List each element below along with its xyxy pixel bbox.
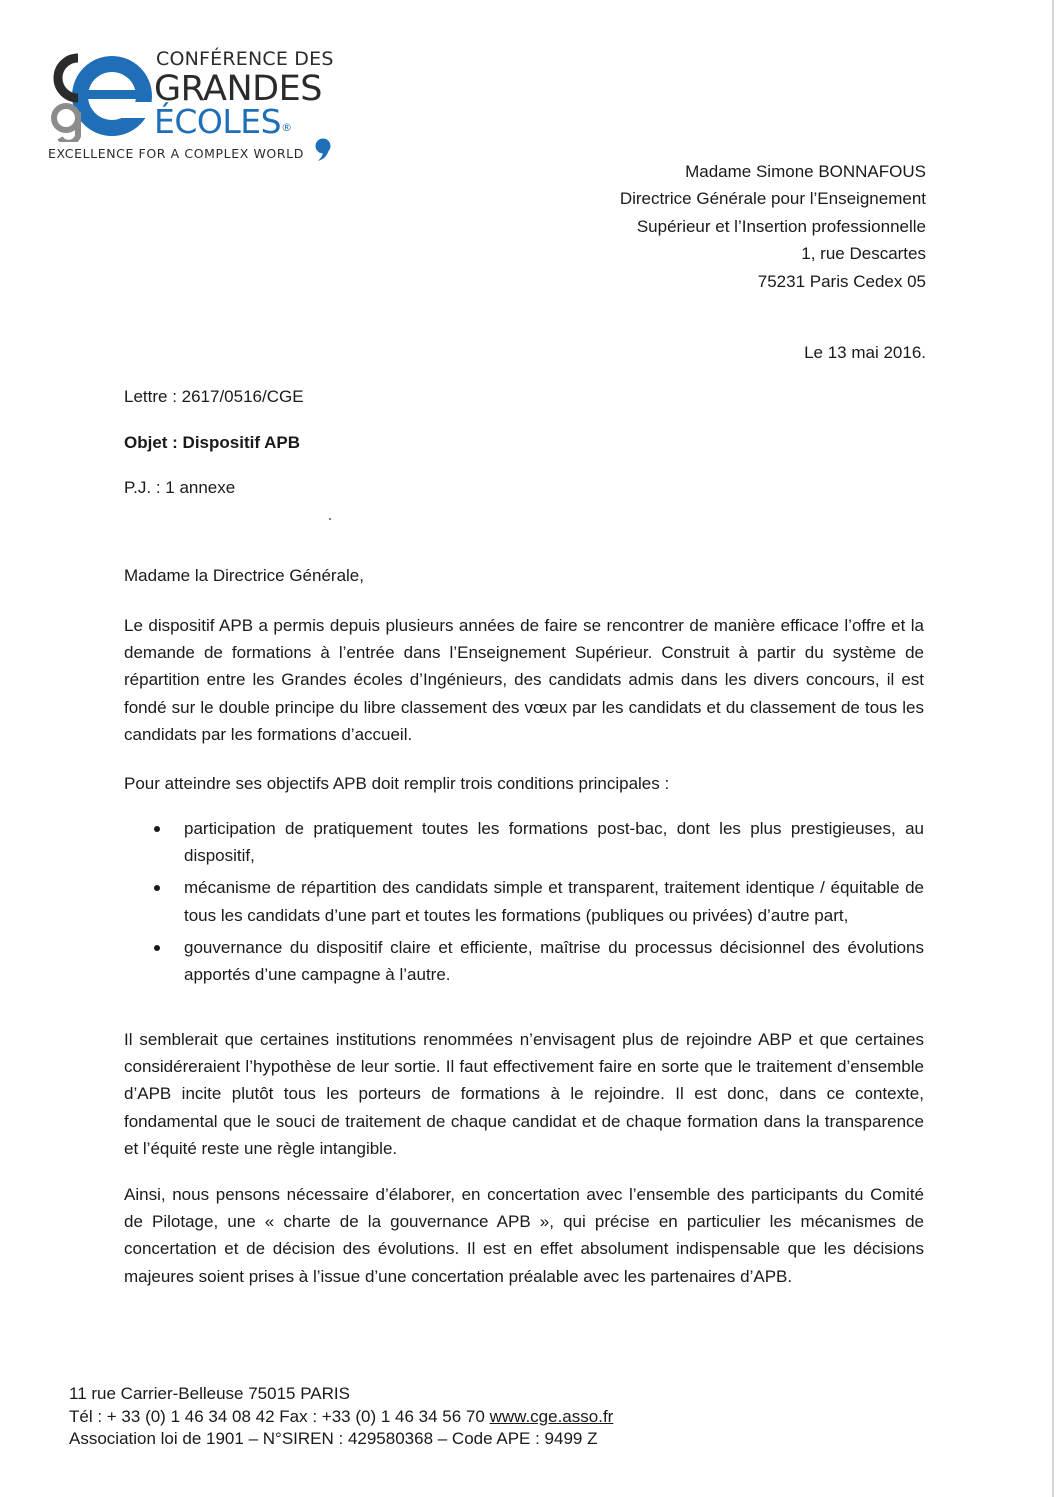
recipient-street: 1, rue Descartes <box>801 244 926 264</box>
recipient-title-line2: Supérieur et l’Insertion professionnelle <box>636 216 926 236</box>
footer-phone-fax: Tél : + 33 (0) 1 46 34 08 42 Fax : +33 (0) 1 46 34 56 70 <box>69 1406 490 1426</box>
paragraph-3: Il semblerait que certaines institutions renommées n’envisagent plus de rejoindre ABP et que certaines considéreraient l’hypothèse de leur sortie. Il faut effectivement faire en sorte que le traitement d’ensemble d’APB incite plutôt tous les porteurs de formations à le rejoindre. Il est donc, dans ce contexte, fondamental que le souci de traitement de chaque candidat et de chaque formation dans la transparence et l’équité reste une règle intangible. <box>124 1030 924 1158</box>
list-item <box>124 874 924 928</box>
bullet-icon <box>154 945 160 951</box>
list-item-text: participation de pratiquement toutes les formations post-bac, dont les plus prestigieuses, au dispositif, <box>184 819 924 866</box>
letter-attachments: P.J. : 1 annexe <box>124 478 236 497</box>
logo-text-line1: CONFÉRENCE DES <box>156 48 334 70</box>
registered-mark: ® <box>281 121 292 134</box>
bullet-icon <box>154 885 160 891</box>
letter-date: Le 13 mai 2016. <box>804 343 926 362</box>
cge-logo <box>48 40 348 170</box>
salutation: Madame la Directrice Générale, <box>124 566 364 585</box>
recipient-title-line1: Directrice Générale pour l’Enseignement <box>619 189 926 209</box>
recipient-name: Madame Simone BONNAFOUS <box>685 162 926 181</box>
footer-legal: Association loi de 1901 – N°SIREN : 429580368 – Code APE : 9499 Z <box>69 1429 598 1448</box>
logo-text-line3 <box>154 102 292 148</box>
bullet-icon <box>154 826 160 832</box>
logo-comma-icon <box>313 138 333 162</box>
logo-text-line2: GRANDES <box>154 69 322 109</box>
cge-logo-mark-icon <box>48 46 154 142</box>
logo-tagline: EXCELLENCE FOR A COMPLEX WORLD <box>48 146 304 161</box>
conditions-list <box>124 815 924 993</box>
letter-footer <box>69 1383 613 1451</box>
list-item-text: mécanisme de répartition des candidats simple et transparent, traitement identique / équitable de tous les candidats d’une part et toutes les formations (publiques ou privées) d’autre part, <box>184 878 924 925</box>
footer-address: 11 rue Carrier-Belleuse 75015 PARIS <box>69 1384 350 1403</box>
recipient-address <box>620 158 926 295</box>
footer-website-link[interactable]: www.cge.asso.fr <box>489 1406 614 1426</box>
logo-text-ecoles: ÉCOLES <box>154 102 282 141</box>
list-item <box>124 934 924 988</box>
paragraph-4: Ainsi, nous pensons nécessaire d’élaborer, en concertation avec l’ensemble des participants du Comité de Pilotage, une « charte de la gouvernance APB », qui précise en particulier les mécanismes de concertation et de décision des évolutions. Il est en effet absolument indispensable que les décisions majeures soient prises à l’issue d’une concertation préalable avec les partenaires d’APB. <box>124 1185 924 1286</box>
list-item-text: gouvernance du dispositif claire et efficiente, maîtrise du processus décisionnel des évolutions apportés d’une campagne à l’autre. <box>184 937 924 985</box>
recipient-city: 75231 Paris Cedex 05 <box>757 271 926 291</box>
scan-speck <box>329 518 331 520</box>
footer-contact <box>69 1406 613 1429</box>
letter-object: Objet : Dispositif APB <box>124 433 300 452</box>
page-edge-line <box>1052 0 1054 1497</box>
paragraph-2: Pour atteindre ses objectifs APB doit remplir trois conditions principales : <box>124 774 670 793</box>
letter-reference: Lettre : 2617/0516/CGE <box>124 387 304 406</box>
paragraph-1: Le dispositif APB a permis depuis plusieurs années de faire se rencontrer de manière efficace l’offre et la demande de formations à l’entrée dans l’Enseignement Supérieur. Construit à partir du système de répartition entre les Grandes écoles d’Ingénieurs, des candidats admis dans les divers concours, il est fondé sur le double principe du libre classement des vœux par les candidats et du classement de tous les candidats par les formations d’accueil. <box>124 616 924 744</box>
list-item <box>124 815 924 869</box>
